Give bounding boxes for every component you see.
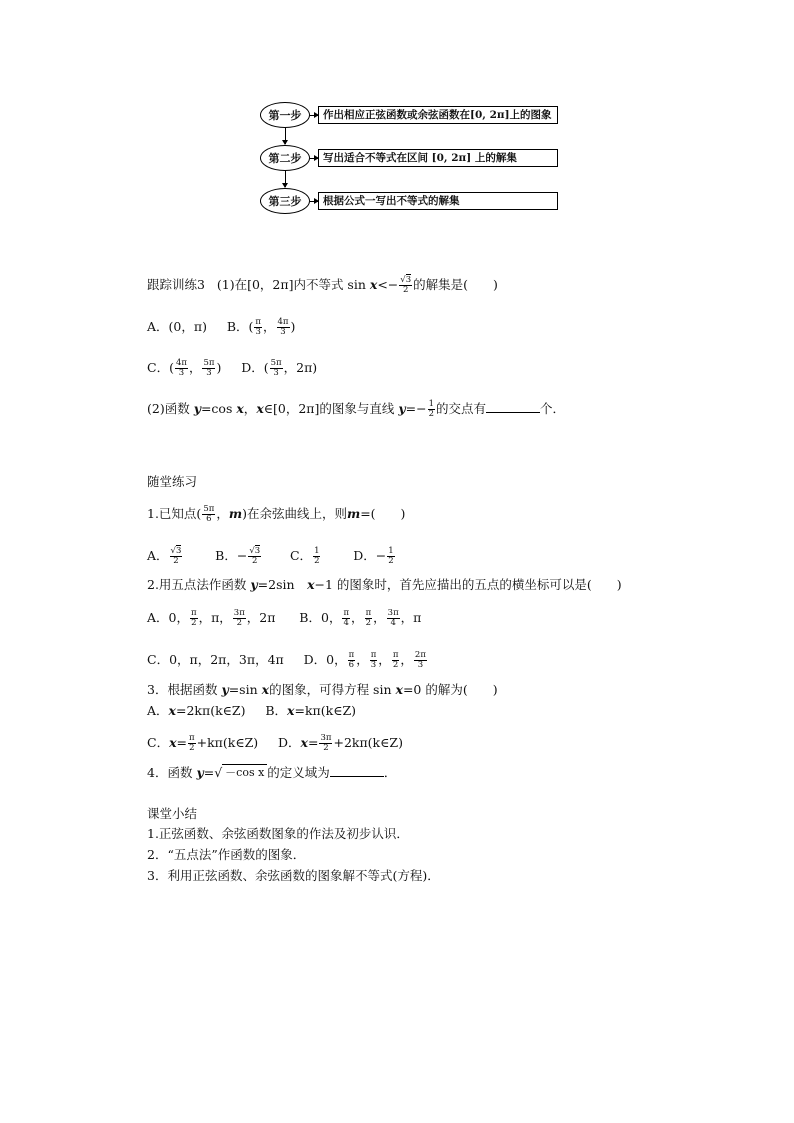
practice-q3-options-cd: C．x= $\frac{\pi}{2}$ +kπ(k∈Z) D．x= $\frac{3\pi}{2}$ +2kπ(k∈Z) [147, 733, 403, 753]
practice-heading: 随堂练习 [147, 474, 198, 489]
practice-q2-options-cd: C．0，π，2π，3π，4π D．0， $\frac{\pi}{6}$ ， $\frac{\pi}{3}$ ， $\frac{\pi}{2}$ ， $\frac{2\pi}{3}$ [147, 650, 426, 670]
arrow-right [310, 201, 318, 202]
arrow-right [310, 158, 318, 159]
practice-q1: 1.已知点( $\frac{5\pi}{6}$ ，m)在余弦曲线上，则m=( ) [147, 504, 406, 524]
practice-q2-options-ab: A．0， $\frac{\pi}{2}$ ，π， $\frac{3\pi}{2}$ ，2π B．0， $\frac{\pi}{4}$ ， $\frac{\pi}{2}$ ， $\frac{3\pi}{4}$ ，π [147, 608, 422, 628]
practice-q2: 2.用五点法作函数 y=2sin x−1 的图象时，首先应描出的五点的横坐标可以是( ) [147, 577, 622, 592]
summary-item: 3．利用正弦函数、余弦函数的图象解不等式(方程)． [147, 868, 440, 883]
arrow-down [285, 128, 286, 144]
summary-heading: 课堂小结 [147, 806, 198, 821]
training-q2: (2)函数 y=cos x，x∈[0，2π]的图象与直线 y=− $\frac{1}{2}$ 的交点有 个． [147, 399, 566, 419]
practice-q1-options: A． $\frac{√3}{2}$ B．− $\frac{√3}{2}$ C． $\frac{1}{2}$ D．− $\frac{1}{2}$ [147, 546, 394, 566]
training-q1-options-cd: C．( $\frac{4\pi}{3}$ ， $\frac{5\pi}{3}$ ) D．( $\frac{5\pi}{3}$ ，2π) [147, 358, 318, 378]
training-q1: 跟踪训练3 (1)在[0，2π]内不等式 sin x<− $\frac{√3}{2}$ 的解集是( ) [147, 275, 498, 295]
answer-blank [486, 400, 540, 413]
arrow-right [310, 115, 318, 116]
practice-q4: 4．函数 y=√ －cos x 的定义域为 ． [147, 765, 397, 780]
step2-box: 写出适合不等式在区间 [0, 2π] 上的解集 [318, 149, 558, 167]
summary-item: 1.正弦函数、余弦函数图象的作法及初步认识． [147, 826, 409, 841]
arrow-down [285, 171, 286, 187]
training-q1-options-ab: A．(0，π) B．( $\frac{\pi}{3}$ ， $\frac{4\pi}{3}$ ) [147, 317, 296, 337]
step3-oval: 第三步 [260, 188, 310, 214]
step1-oval: 第一步 [260, 102, 310, 128]
step3-box: 根据公式一写出不等式的解集 [318, 192, 558, 210]
answer-blank [330, 764, 384, 777]
step1-box: 作出相应正弦函数或余弦函数在[0, 2π]上的图象 [318, 106, 558, 124]
step2-oval: 第二步 [260, 145, 310, 171]
practice-q3: 3．根据函数 y=sin x的图象，可得方程 sin x=0 的解为( ) [147, 682, 498, 697]
practice-q3-options-ab: A．x=2kπ(k∈Z) B．x=kπ(k∈Z) [147, 703, 357, 718]
summary-item: 2．“五点法”作函数的图象． [147, 847, 306, 862]
